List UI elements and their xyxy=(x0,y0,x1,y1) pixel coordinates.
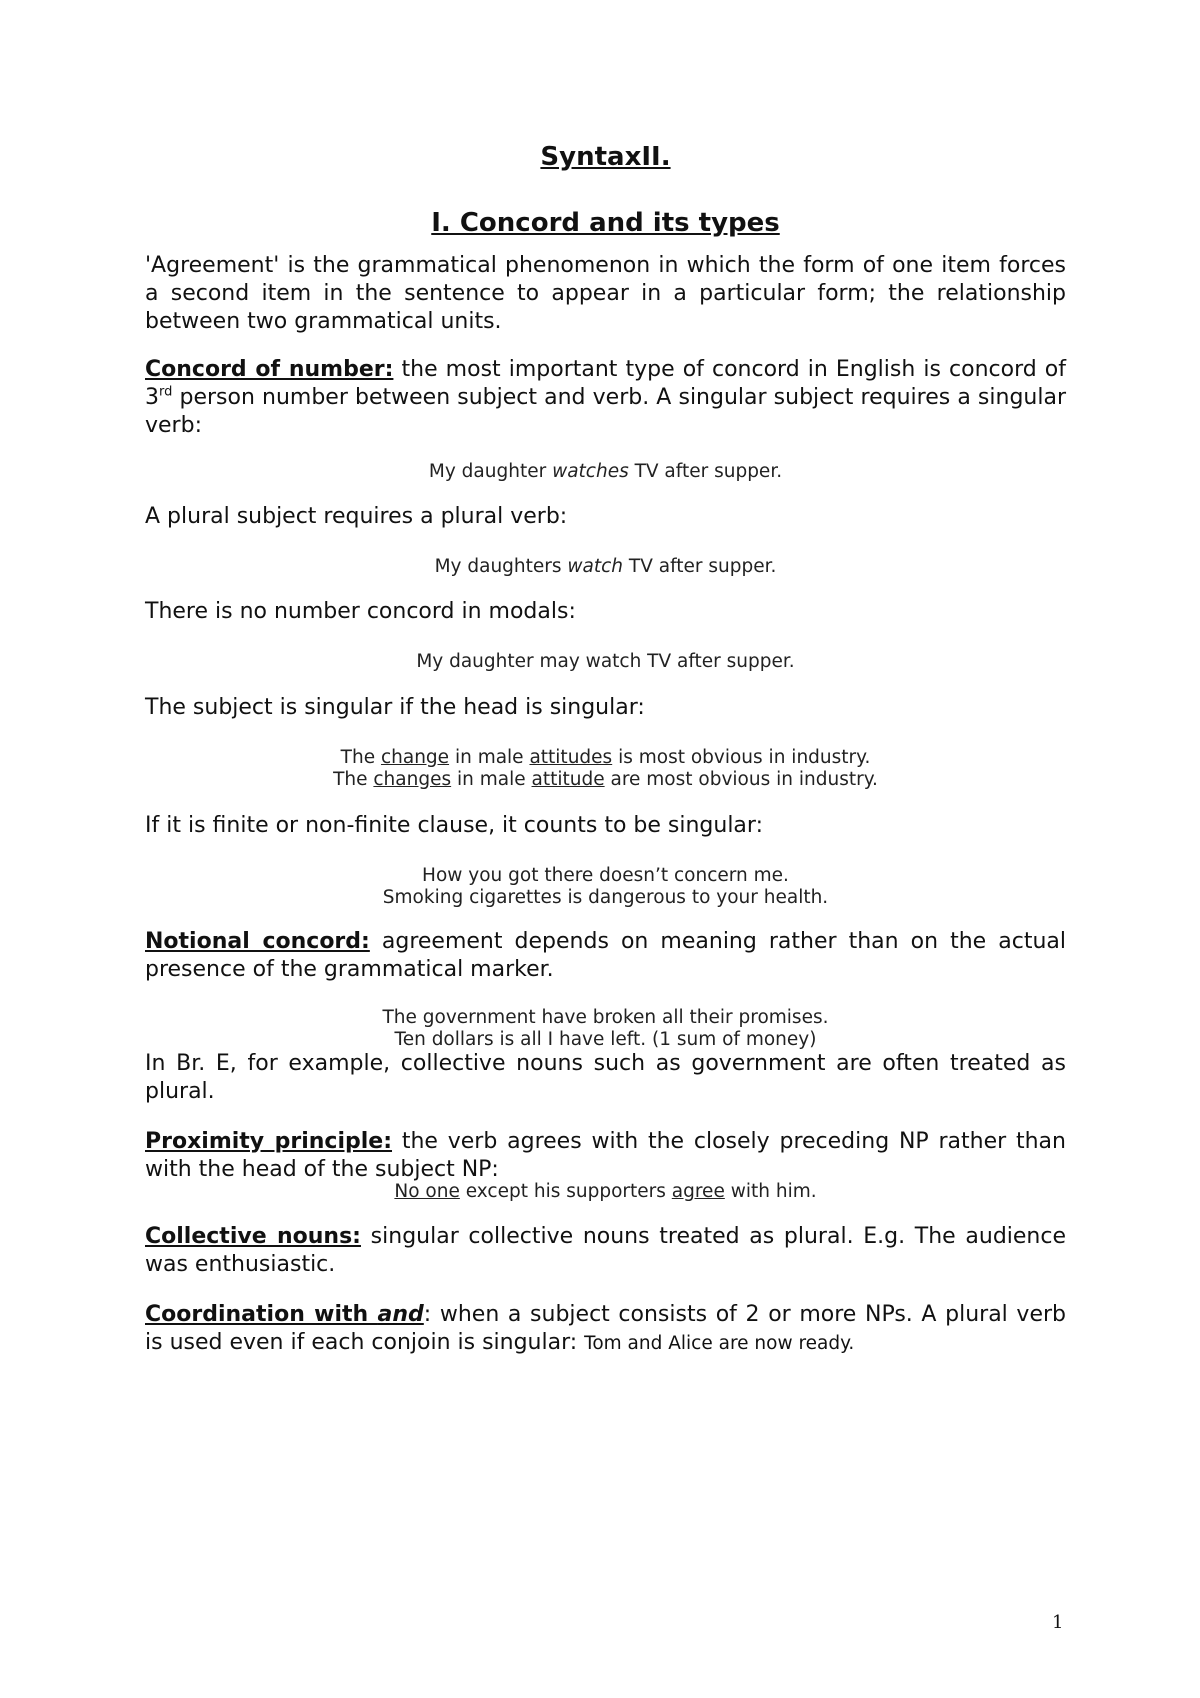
example-text: My daughters xyxy=(434,556,568,577)
example-singular xyxy=(145,460,1066,484)
notional-text: agreement depends on meaning rather than on the actual presence of the grammatical marker. xyxy=(145,929,1067,982)
example-nonfinite-clause: Smoking cigarettes is dangerous to your health. xyxy=(382,887,829,908)
example-text: in male xyxy=(449,747,530,768)
intro-paragraph: 'Agreement' is the grammatical phenomenon in which the form of one item forces a second item in the sentence to appear in a particular form; the relationship between two grammatical units. xyxy=(145,253,1066,334)
example-text: in male xyxy=(451,769,532,790)
example-plural xyxy=(145,555,1066,579)
coordination-paragraph xyxy=(145,1301,1066,1358)
example-head: change xyxy=(380,747,450,768)
example-text: The xyxy=(340,747,381,768)
plural-rule: A plural subject requires a plural verb: xyxy=(145,504,568,529)
notional-concord-paragraph xyxy=(145,928,1066,984)
number-text-b: person number between subject and verb. A singular subject requires a singular verb: xyxy=(145,385,1066,438)
example-verb: watches xyxy=(552,461,629,482)
example-verb: agree xyxy=(671,1181,725,1202)
example-proximity xyxy=(145,1180,1066,1204)
head-rule: The subject is singular if the head is singular: xyxy=(145,695,645,720)
term-concord-of-number: Concord of number: xyxy=(145,357,394,382)
example-text: TV after supper. xyxy=(628,461,783,482)
example-modifier: attitude xyxy=(531,769,605,790)
clause-rule: If it is finite or non-finite clause, it counts to be singular: xyxy=(145,813,763,838)
collective-text: singular collective nouns treated as plural. E.g. The audience was enthusiastic. xyxy=(145,1224,1067,1277)
concord-of-number-paragraph xyxy=(145,356,1066,440)
example-head-plural xyxy=(145,768,1066,792)
term-coordination-and: and xyxy=(377,1302,424,1327)
coordination-text: : when a subject consists of 2 or more NPs. A plural verb is used even if each conjoin is singular: xyxy=(145,1302,1066,1355)
example-head: No one xyxy=(394,1181,460,1202)
term-proximity-principle: Proximity principle: xyxy=(145,1129,393,1154)
example-coordination: Tom and Alice are now ready. xyxy=(584,1333,855,1354)
number-text-a: the most important type of concord in English is concord of 3 xyxy=(145,357,1066,410)
number-sup: rd xyxy=(159,384,173,400)
example-text: are most obvious in industry. xyxy=(604,769,878,790)
example-head-singular xyxy=(145,746,1066,770)
example-text: is most obvious in industry. xyxy=(612,747,871,768)
proximity-principle-paragraph xyxy=(145,1128,1066,1184)
example-modal: My daughter may watch TV after supper. xyxy=(416,651,795,672)
page-number: 1 xyxy=(1052,1612,1064,1633)
example-ten-dollars: Ten dollars is all I have left. (1 sum of money) xyxy=(394,1029,817,1050)
term-collective-nouns: Collective nouns: xyxy=(145,1224,361,1249)
example-finite-clause: How you got there doesn’t concern me. xyxy=(422,865,789,886)
example-government: The government have broken all their promises. xyxy=(382,1007,829,1028)
page-title: SyntaxII. xyxy=(540,142,671,172)
collective-nouns-paragraph xyxy=(145,1223,1066,1279)
example-modifier: attitudes xyxy=(529,747,613,768)
term-coordination xyxy=(145,1302,424,1327)
example-text: The xyxy=(333,769,374,790)
notional-note: In Br. E, for example, collective nouns such as government are often treated as plural. xyxy=(145,1051,1066,1104)
example-head: changes xyxy=(373,769,452,790)
term-coordination-text: Coordination with xyxy=(145,1302,378,1327)
proximity-text: the verb agrees with the closely preceding NP rather than with the head of the subject NP: xyxy=(145,1129,1066,1182)
modal-rule: There is no number concord in modals: xyxy=(145,599,576,624)
example-text: My daughter xyxy=(428,461,553,482)
example-text: TV after supper. xyxy=(623,556,777,577)
example-verb: watch xyxy=(567,556,624,577)
example-text: with him. xyxy=(724,1181,817,1202)
term-notional-concord: Notional concord: xyxy=(145,929,370,954)
section-heading: I. Concord and its types xyxy=(431,208,780,238)
example-text: except his supporters xyxy=(459,1181,672,1202)
